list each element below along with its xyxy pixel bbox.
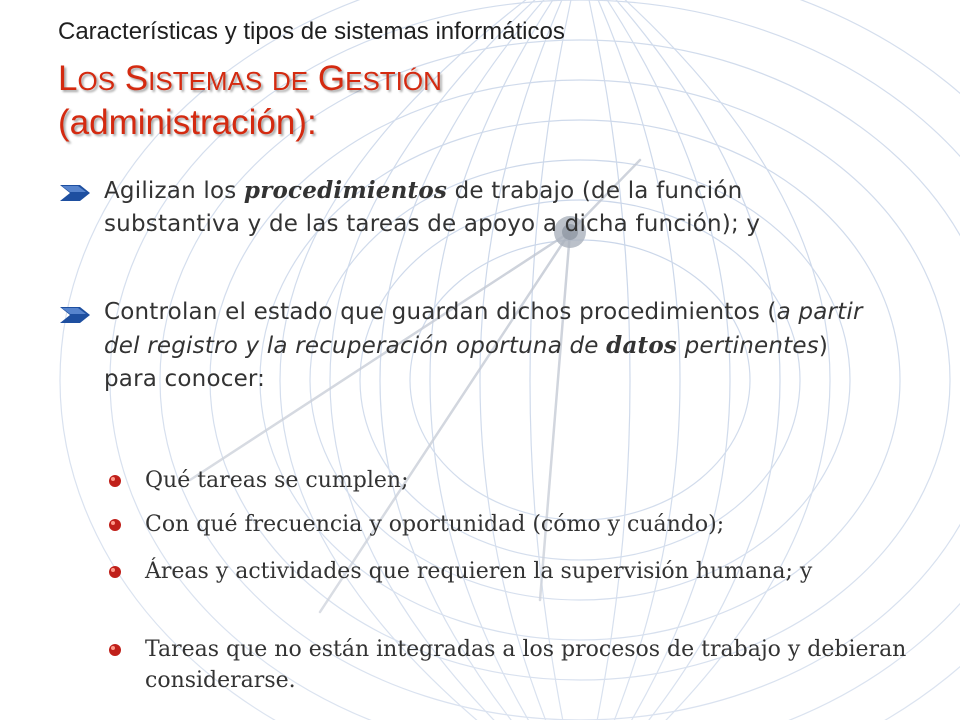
sub-item xyxy=(108,556,948,587)
sub-item-text: Tareas que no están integradas a los procesos de trabajo y debieran considerarse. xyxy=(145,637,907,693)
italic-text: pertinentes xyxy=(677,333,819,359)
title-line2: (administración): xyxy=(58,103,317,142)
emphasis-text: procedimientos xyxy=(243,177,448,204)
slide-subtitle: Características y tipos de sistemas informáticos xyxy=(58,18,565,45)
red-dot-bullet-icon xyxy=(108,643,122,657)
sub-item xyxy=(108,465,948,496)
arrow-bullet-icon xyxy=(58,183,92,203)
arrow-bullet-icon xyxy=(58,305,92,325)
title-smallcaps: ESTIÓN xyxy=(345,66,442,96)
emphasis-text: datos xyxy=(606,332,678,359)
sub-item-text: Qué tareas se cumplen; xyxy=(145,468,409,493)
title-letter: G xyxy=(317,59,346,98)
red-dot-bullet-icon xyxy=(108,518,122,532)
red-dot-bullet-icon xyxy=(108,565,122,579)
text-run: Controlan el estado que guardan dichos procedimientos ( xyxy=(104,299,777,325)
bullet-item xyxy=(60,174,880,241)
slide-title xyxy=(58,58,442,144)
title-smallcaps: ISTEMAS xyxy=(148,66,263,96)
text-run: de trabajo (de la función substantiva y de las tareas de apoyo a dicha función); y xyxy=(104,178,761,237)
title-smallcaps: OS xyxy=(77,66,116,96)
sub-item-text: Con qué frecuencia y oportunidad (cómo y cuándo); xyxy=(145,512,725,537)
sub-item xyxy=(108,509,948,540)
title-smallcaps: DE xyxy=(272,66,309,96)
title-letter: L xyxy=(58,59,78,98)
sub-item xyxy=(108,634,948,696)
title-letter: S xyxy=(124,59,149,98)
bullet-text xyxy=(104,174,880,241)
text-run: ) para conocer: xyxy=(104,333,829,392)
text-run: Agilizan los xyxy=(104,178,244,204)
bullet-text xyxy=(104,296,880,396)
italic-text: a partir del registro y la recuperación oportuna de xyxy=(104,299,863,359)
red-dot-bullet-icon xyxy=(108,474,122,488)
sub-item-text: Áreas y actividades que requieren la supervisión humana; y xyxy=(145,559,813,584)
bullet-item xyxy=(60,296,880,396)
